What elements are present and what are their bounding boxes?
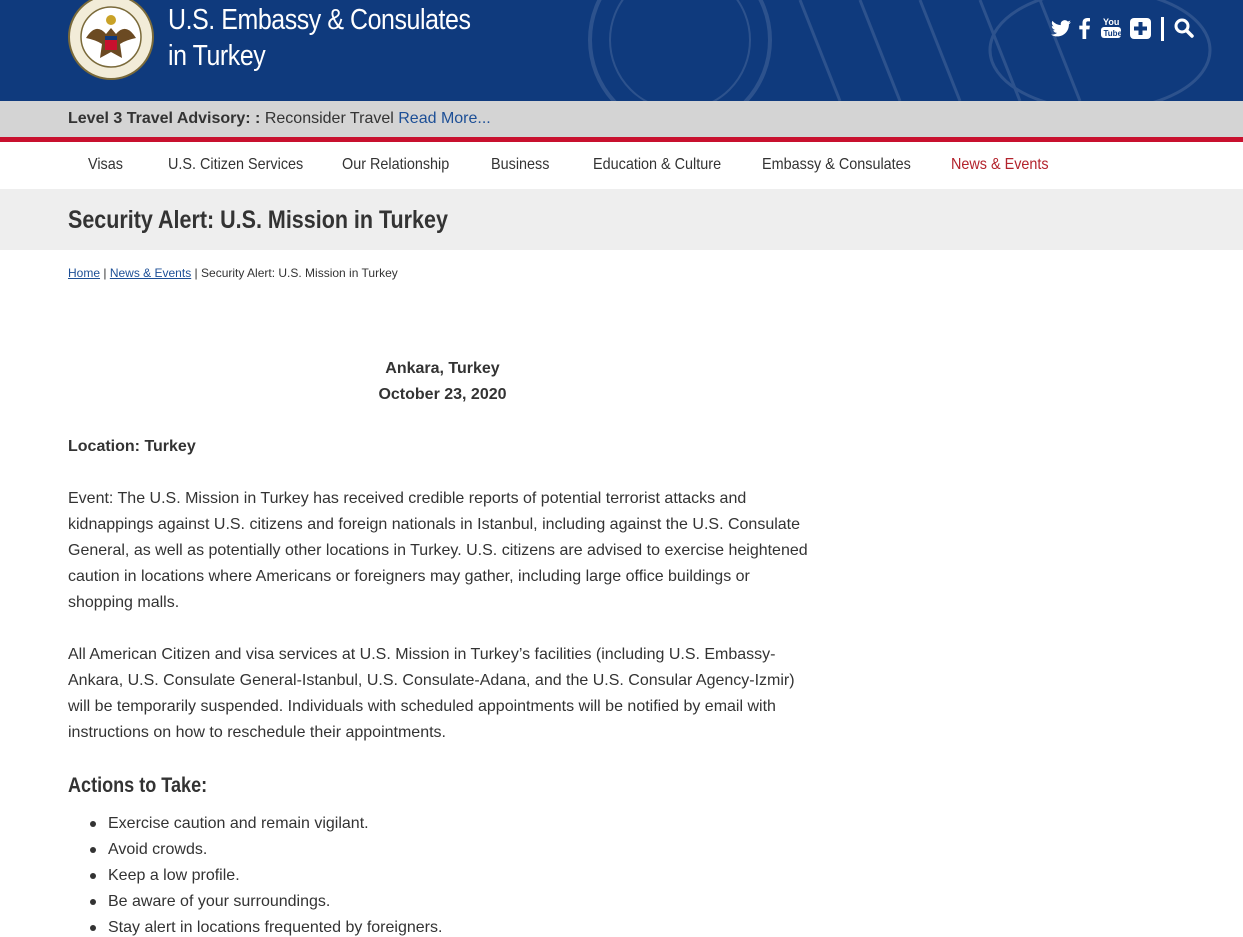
youtube-icon[interactable]	[1100, 14, 1122, 42]
facebook-icon[interactable]	[1079, 14, 1093, 42]
dateline-date: October 23, 2020	[378, 386, 507, 403]
nav-item-our-relationship[interactable]: Our Relationship	[342, 156, 450, 173]
travel-advisory-bar	[0, 101, 1243, 137]
twitter-icon[interactable]	[1051, 14, 1073, 42]
dateline-place: Ankara, Turkey	[385, 360, 500, 377]
advisory-read-more-link[interactable]: Read More...	[398, 110, 491, 127]
search-icon[interactable]	[1174, 14, 1196, 42]
main-nav	[0, 142, 1243, 189]
svg-text:You: You	[1103, 17, 1120, 27]
list-item: Keep a low profile.	[68, 863, 442, 889]
actions-heading: Actions to Take:	[68, 774, 208, 797]
breadcrumb-home-link[interactable]: Home	[68, 266, 101, 280]
alert-event-paragraph: Event: The U.S. Mission in Turkey has received credible reports of potential terrorist attacks and kidnappings against U.S. citizens and foreign nationals in Istanbul, including against the U.S. Consulate General, as well as potentially other locations in Turkey. U.S. citizens are advised to exercise heightened caution in locations where Americans or foreigners may gather, including large office buildings or shopping malls.	[68, 490, 808, 611]
advisory-level: Level 3 Travel Advisory: :	[68, 110, 261, 127]
list-item: Stay alert in locations frequented by foreigners.	[68, 915, 442, 937]
nav-item-business[interactable]: Business	[491, 156, 550, 173]
nav-item-embassy-consulates[interactable]: Embassy & Consulates	[762, 156, 911, 173]
list-item: Avoid crowds.	[68, 837, 442, 863]
svg-text:Tube: Tube	[1103, 29, 1122, 38]
alert-location: Location: Turkey	[68, 438, 196, 455]
travel-advisory-text	[68, 109, 491, 129]
site-title-line-1: U.S. Embassy & Consulates	[168, 4, 471, 36]
breadcrumb-news-link[interactable]: News & Events	[109, 266, 192, 280]
nav-item-education-culture[interactable]: Education & Culture	[593, 156, 722, 173]
breadcrumb-current: Security Alert: U.S. Mission in Turkey	[201, 266, 398, 280]
header-divider	[1161, 17, 1164, 41]
actions-list	[68, 811, 442, 937]
list-item: Exercise caution and remain vigilant.	[68, 811, 442, 837]
breadcrumb-separator: |	[194, 266, 198, 280]
breadcrumb	[68, 265, 398, 281]
state-department-seal-icon[interactable]	[68, 0, 154, 80]
nav-item-visas[interactable]: Visas	[88, 156, 123, 173]
page-title: Security Alert: U.S. Mission in Turkey	[68, 206, 448, 234]
nav-item-citizen-services[interactable]: U.S. Citizen Services	[168, 156, 304, 173]
breadcrumb-separator: |	[103, 266, 107, 280]
site-title[interactable]	[168, 2, 471, 74]
page-title-band	[0, 189, 1243, 250]
nav-item-news-events[interactable]: News & Events	[951, 156, 1049, 173]
advisory-recommendation: Reconsider Travel	[264, 110, 394, 127]
site-title-line-2: in Turkey	[168, 40, 266, 72]
site-header	[0, 0, 1243, 101]
alert-services-paragraph: All American Citizen and visa services at U.S. Mission in Turkey’s facilities (including U.S. Embassy-Ankara, U.S. Consulate General-Istanbul, U.S. Consulate-Adana, and the U.S. Consular Agency-Izmir) will be temporarily suspended. Individuals with scheduled appointments will be notified by email with instructions on how to reschedule their appointments.	[68, 646, 795, 741]
plus-icon[interactable]	[1130, 14, 1152, 42]
list-item: Be aware of your surroundings.	[68, 889, 442, 915]
